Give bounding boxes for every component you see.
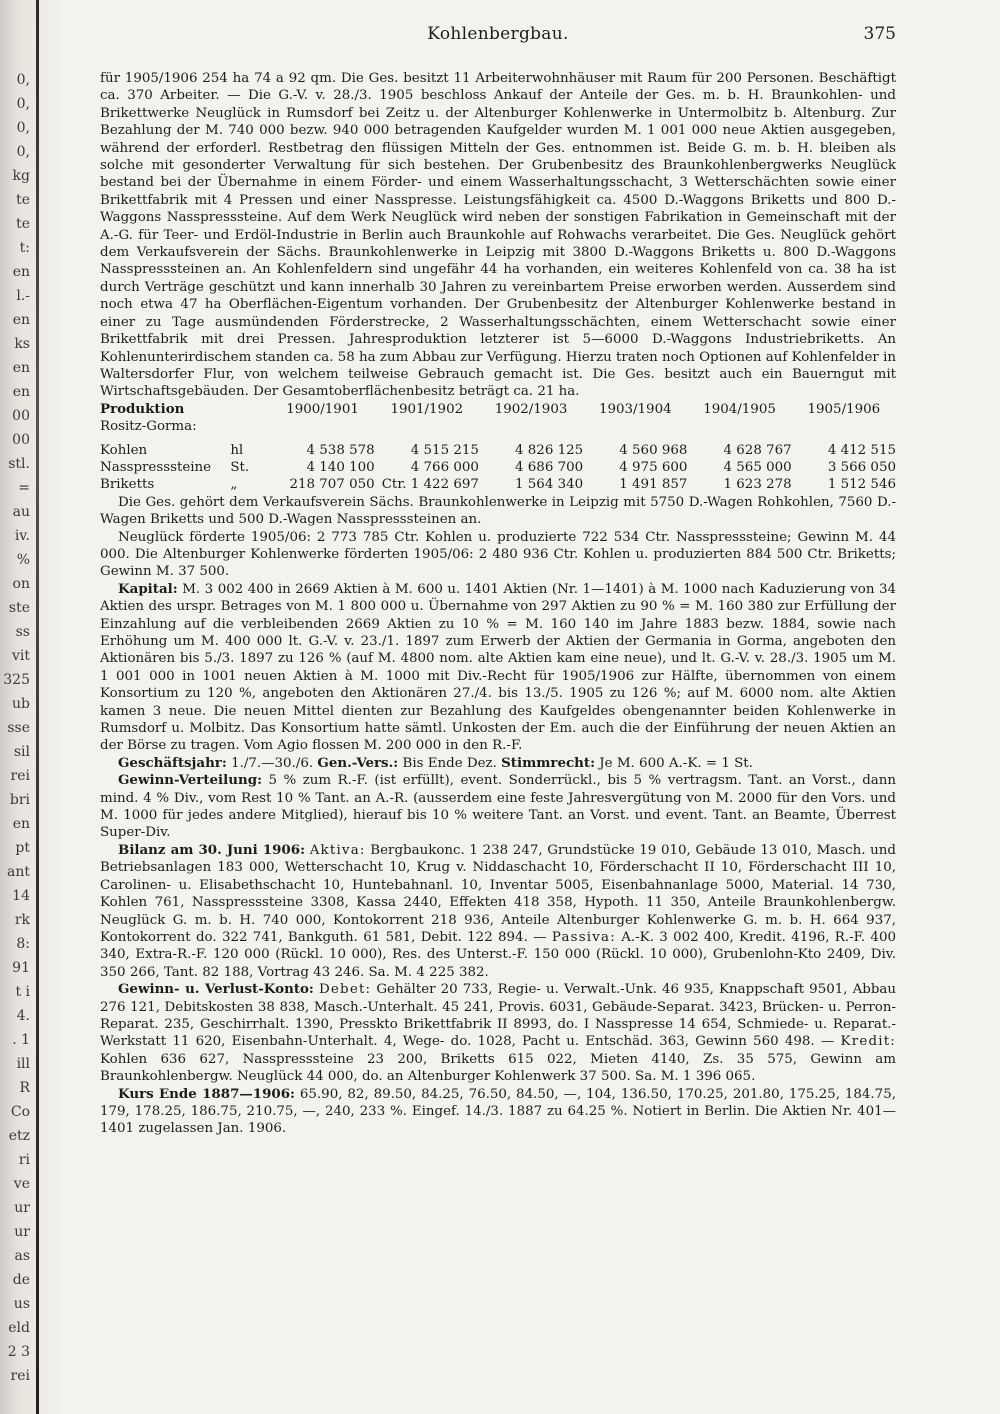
row-label: Kohlen bbox=[100, 442, 148, 458]
gutter-fragment: ve bbox=[13, 1176, 30, 1192]
gutter-fragment: 8: bbox=[16, 936, 30, 952]
production-header-row bbox=[100, 401, 896, 418]
page-number: 375 bbox=[863, 24, 896, 44]
stimmrecht-label: Stimmrecht: bbox=[501, 754, 596, 771]
kapital-paragraph bbox=[100, 581, 896, 755]
year-header: 1900/1901 bbox=[286, 401, 359, 417]
row-unit: St. bbox=[230, 459, 250, 475]
foerderung-paragraph: Neuglück förderte 1905/06: 2 773 785 Ctr. Kohlen u. produzierte 722 534 Ctr. Nasspresssteine; Gewinn M. 44 000. Die Altenburger Kohlenwerke förderten 1905/06: 2 480 936 Ctr. Kohlen u. produzierten 884 500 Ctr. Briketts; Gewinn M. 37 500. bbox=[100, 529, 896, 580]
verkaufsverein-paragraph: Die Ges. gehört dem Verkaufsverein Sächs. Braunkohlenwerke in Leipzig mit 5750 D.-Wagen Rohkohlen, 7560 D.-Wagen Briketts und 500 D.-Wagen Nasspresssteinen an. bbox=[100, 494, 896, 528]
scan-gutter bbox=[0, 0, 64, 1414]
gutter-fragment: stl. bbox=[8, 456, 30, 472]
gutter-fragment: Co bbox=[10, 1104, 30, 1120]
gutter-fragment: as bbox=[14, 1248, 30, 1264]
gutter-fragment: t i bbox=[15, 984, 30, 1000]
year-header: 1904/1905 bbox=[703, 401, 776, 417]
gutter-fragment: eld bbox=[8, 1320, 30, 1336]
gutter-fragment: 91 bbox=[12, 960, 30, 976]
kurs-text: 65.90, 82, 89.50, 84.25, 76.50, 84.50, —, 104, 136.50, 170.25, 201.80, 175.25, 184.75, 179, 178.25, 186.75, 210.75, —, 240, 233 %. Eingef. 14./3. 1887 zu 64.25 %. Notiert in Berlin. Die Aktien Nr. 401—1401 zugelassen Jan. 1906. bbox=[100, 1086, 896, 1137]
table-cell: Ctr. 1 422 697 bbox=[381, 477, 479, 493]
gen-vers-label: Gen.-Vers.: bbox=[317, 754, 399, 771]
row-label: Nasspresssteine bbox=[100, 459, 212, 475]
gutter-fragment: 14 bbox=[12, 888, 30, 904]
production-subheading: Rositz-Gorma: bbox=[100, 419, 197, 435]
gutter-fragment: te bbox=[16, 216, 30, 232]
gutter-fragment: au bbox=[12, 504, 30, 520]
table-cell: 4 565 000 bbox=[723, 459, 792, 475]
gutter-fragment: us bbox=[13, 1296, 30, 1312]
gutter-fragment: etz bbox=[8, 1128, 30, 1144]
guv-paragraph bbox=[100, 981, 896, 1085]
geschaeftsjahr-label: Geschäftsjahr: bbox=[118, 754, 227, 771]
gewinn-verteilung-label: Gewinn-Verteilung: bbox=[118, 772, 263, 789]
kapital-text: M. 3 002 400 in 2669 Aktien à M. 600 u. 1401 Aktien (Nr. 1—1401) à M. 1000 nach Kaduzierung von 34 Aktien des urspr. Betrages von M. 1 800 000 u. Übernahme von 297 Aktien zu 90 % = M. 160 380 zur Erfüllung der Einzahlung auf die verbleibenden 2669 Aktien zu 10 % = M. 160 140 im Jahre 1883 bezw. 1884, sowie nach Erhöhung um M. 400 000 lt. G.-V. v. 23./1. 1897 zum Erwerb der Aktien der Germania in Gorma, angeboten den Aktionären bis 5./3. 1897 zu 126 % (auf M. 4800 nom. alte Aktien kam eine neue), und lt. G.-V. v. 28./3. 1905 um M. 1 001 000 in 1001 neuen Aktien à M. 1000 mit Div.-Recht für 1905/1906 zur Hälfte, übernommen von einem Konsortium zu 120 %, angeboten den Aktionären 27./4. bis 13./5. 1905 zu 126 %; auf M. 6000 nom. alte Aktien kamen 3 neue. Die neuen Mittel dienten zur Bezahlung des Kaufgeldes obengenannter beiden Kohlenwerke in Rumsdorf u. Molbitz. Das Konsortium hatte sämtl. Unkosten der Em. auch die der Einführung der neuen Aktien an der Börse zu tragen. Vom Agio flossen M. 200 000 in den R.-F. bbox=[100, 581, 896, 754]
gutter-fragment: ks bbox=[14, 336, 30, 352]
gen-vers-text: Bis Ende Dez. bbox=[402, 755, 497, 771]
gutter-fragment: = bbox=[18, 480, 30, 496]
gutter-fragment: ss bbox=[15, 624, 30, 640]
gutter-fragment: 325 bbox=[3, 672, 30, 688]
production-table bbox=[100, 401, 896, 494]
gutter-fragment: en bbox=[12, 264, 30, 280]
gutter-fragment: 00 bbox=[12, 432, 30, 448]
debet-label: Debet: bbox=[318, 982, 372, 998]
gutter-fragment: 0, bbox=[16, 96, 30, 112]
bilanz-label: Bilanz am 30. Juni 1906: bbox=[118, 841, 306, 858]
passiva-text: A.-K. 3 002 400, Kredit. 4196, R.-F. 400 340, Extra-R.-F. 120 000 (Rückl. 10 000), Res. des Unterst.-F. 150 000 (Rückl. 10 000), Grubenlohn-Kto 2409, Div. 350 266, Tant. 82 188, Vortrag 43 246. Sa. M. 4 225 382. bbox=[100, 929, 896, 980]
gutter-fragment: 0, bbox=[16, 72, 30, 88]
table-cell: 4 515 215 bbox=[410, 442, 479, 458]
table-cell: 218 707 050 bbox=[289, 477, 375, 493]
gutter-fragment: R bbox=[19, 1080, 30, 1096]
gutter-fragment: kg bbox=[12, 168, 30, 184]
kurs-label: Kurs Ende 1887—1906: bbox=[118, 1085, 295, 1102]
gutter-fragment: de bbox=[12, 1272, 30, 1288]
gutter-fragment: rei bbox=[10, 1368, 30, 1384]
year-header: 1902/1903 bbox=[494, 401, 568, 417]
gutter-fragment: te bbox=[16, 192, 30, 208]
table-cell: 1 623 278 bbox=[723, 477, 792, 493]
gutter-fragment: 00 bbox=[12, 408, 30, 424]
kurs-paragraph bbox=[100, 1086, 896, 1138]
gutter-fragment: iv. bbox=[14, 528, 30, 544]
row-label: Briketts bbox=[100, 477, 155, 493]
gutter-fragment: 0, bbox=[16, 120, 30, 136]
production-row bbox=[100, 459, 896, 476]
production-subheading-row bbox=[100, 418, 896, 435]
binding-shadow bbox=[36, 0, 39, 1414]
aktiva-text: Bergbaukonc. 1 238 247, Grundstücke 19 010, Gebäude 13 010, Masch. und Betriebsanlagen 183 000, Wetterschacht 10, Krug v. Niddaschacht 10, Förderschacht II 10, Förderschacht III 10, Carolinen- u. Elisabethschacht 10, Huntebahnanl. 10, Inventar 5005, Eisenbahnanlage 5000, Material. 14 730, Kohlen 761, Nasspresssteine 3308, Kassa 2440, Effekten 418 358, Hypoth. 11 350, Anteile Braunkohlenbergw. Neuglück G. m. b. H. 740 000, Kontokorrent 218 936, Anteile Altenburger Kohlenwerke G. m. b. H. 664 937, Kontokorrent do. 322 741, Bankguth. 61 581, Debit. 122 894. — bbox=[100, 842, 897, 945]
table-cell: 4 412 515 bbox=[827, 442, 896, 458]
table-cell: 4 826 125 bbox=[515, 442, 584, 458]
year-header: 1903/1904 bbox=[598, 401, 672, 417]
gutter-fragment: ill bbox=[16, 1056, 30, 1072]
gutter-fragment: sil bbox=[13, 744, 30, 760]
kredit-text: Kohlen 636 627, Nasspresssteine 23 200, Briketts 615 022, Mieten 4140, Zs. 35 575, Gewinn am Braunkohlenbergw. Neuglück 44 000, do. an Altenburger Kohlenwerk 37 500. Sa. M. 1 396 065. bbox=[100, 1051, 896, 1085]
gutter-fragment: ur bbox=[14, 1200, 30, 1216]
gutter-fragment: l.- bbox=[16, 288, 30, 304]
gutter-fragment: 2 3 bbox=[7, 1344, 30, 1360]
table-cell: 4 975 600 bbox=[619, 459, 688, 475]
stimmrecht-text: Je M. 600 A.-K. = 1 St. bbox=[599, 755, 753, 771]
gutter-fragment: rk bbox=[14, 912, 30, 928]
page-body bbox=[100, 70, 896, 1138]
gutter-fragment: pt bbox=[15, 840, 30, 856]
table-cell: 4 560 968 bbox=[619, 442, 688, 458]
gutter-fragment: ri bbox=[18, 1152, 30, 1168]
gutter-fragment: t: bbox=[19, 240, 30, 256]
gutter-fragment: ste bbox=[8, 600, 30, 616]
aktiva-label: Aktiva: bbox=[309, 842, 366, 858]
gutter-fragment: en bbox=[12, 384, 30, 400]
gutter-fragment: 0, bbox=[16, 144, 30, 160]
gutter-fragment: ant bbox=[7, 864, 30, 880]
gutter-fragment: ur bbox=[14, 1224, 30, 1240]
kredit-label: Kredit: bbox=[840, 1034, 896, 1050]
gutter-fragment: ub bbox=[12, 696, 30, 712]
gutter-fragment: en bbox=[12, 816, 30, 832]
table-cell: 4 140 100 bbox=[306, 459, 375, 475]
gutter-fragment: rei bbox=[10, 768, 30, 784]
production-heading: Produktion bbox=[100, 400, 185, 417]
gutter-fragment: . 1 bbox=[12, 1032, 30, 1048]
row-unit: „ bbox=[230, 477, 238, 493]
year-header: 1901/1902 bbox=[390, 401, 464, 417]
gutter-fragment: vit bbox=[11, 648, 30, 664]
table-cell: 4 766 000 bbox=[410, 459, 479, 475]
table-cell: 4 538 578 bbox=[306, 442, 375, 458]
guv-label: Gewinn- u. Verlust-Konto: bbox=[118, 981, 314, 998]
intro-paragraph: für 1905/1906 254 ha 74 a 92 qm. Die Ges. besitzt 11 Arbeiterwohnhäuser mit Raum für 200 Personen. Beschäftigt ca. 370 Arbeiter. — Die G.-V. v. 28./3. 1905 beschloss Ankauf der Anteile der Ges. m. b. H. Braunkohlen- und Brikettwerke Neuglück in Rumsdorf bei Zeitz u. der Altenburger Kohlenwerke in Untermolbitz b. Altenburg. Zur Bezahlung der M. 740 000 bezw. 940 000 betragenden Kaufgelder wurden M. 1 001 000 neue Aktien ausgegeben, während der erforderl. Restbetrag den flüssigen Mitteln der Ges. entnommen ist. Beide G. m. b. H. bleiben als solche mit gesonderter Verwaltung für sich bestehen. Der Grubenbesitz des Braunkohlenbergwerks Neuglück bestand bei der Übernahme in einem Förder- und einem Wasserhaltungsschacht, 3 Wetterschächten sowie einer Brikettfabrik mit 4 Pressen und einer Nasspresse. Leistungsfähigkeit ca. 4500 D.-Waggons Briketts und 800 D.-Waggons Nasspresssteine. Auf dem Werk Neuglück wird neben der sonstigen Fabrikation in Gemeinschaft mit der A.-G. für Teer- und Erdöl-Industrie in Berlin auch Braunkohle auf Rohwachs verarbeitet. Die Ges. Neuglück gehört dem Verkaufsverein der Sächs. Braunkohlenwerke in Leipzig mit 3800 D.-Waggons Briketts u. 800 D.-Waggons Nasspresssteinen an. An Kohlenfeldern sind ungefähr 44 ha vorhanden, ein weiteres Kohlenfeld von ca. 38 ha ist durch Verträge geschützt und kann innerhalb 30 Jahren zu vereinbartem Preise erworben werden. Ausserdem sind noch etwa 47 ha Oberflächen-Eigentum vorhanden. Der Grubenbesitz der Altenburger Kohlenwerke bestand in einer zu Tage ausmündenden Förderstrecke, 2 Wasserhaltungsschächten, einem Wetterschacht sowie einer Brikettfabrik mit drei Pressen. Jahresproduktion letzterer ist 5—6000 D.-Waggons Industriebriketts. An Kohlenunterirdischem standen ca. 58 ha zum Abbau zur Verfügung. Hierzu traten noch Optionen auf Kohlenfelder in Waltersdorfer Flur, von welchem teilweise Gebrauch gemacht ist. Die Ges. besitzt auch ein Bauerngut mit Wirtschaftsgebäuden. Der Gesamtoberflächenbesitz beträgt ca. 21 ha. bbox=[100, 71, 896, 400]
table-cell: 1 512 546 bbox=[827, 477, 896, 493]
gewinn-verteilung-text: 5 % zum R.-F. (ist erfüllt), event. Sonderrückl., bis 5 % vertragsm. Tant. an Vorst., dann mind. 4 % Div., vom Rest 10 % Tant. an A.-R. (ausserdem eine feste Jahresvergütung von M. 2000 für den Vors. und M. 1000 für jedes andere Mitglied), hierauf bis 10 % weitere Tant. an Vorst. und event. Tant. an Beamte, Überrest Super-Div. bbox=[100, 773, 896, 841]
passiva-label: Passiva: bbox=[551, 929, 616, 945]
gutter-fragment: sse bbox=[7, 720, 30, 736]
kapital-label: Kapital: bbox=[118, 580, 178, 597]
page-header bbox=[100, 24, 896, 50]
geschaeftsjahr-paragraph bbox=[100, 755, 896, 772]
gutter-fragment: on bbox=[12, 576, 30, 592]
running-head: Kohlenbergbau. bbox=[427, 24, 569, 44]
year-header: 1905/1906 bbox=[807, 401, 881, 417]
bilanz-paragraph bbox=[100, 842, 896, 981]
gutter-fragment: en bbox=[12, 312, 30, 328]
production-row bbox=[100, 442, 896, 459]
geschaeftsjahr-text: 1./7.—30./6. bbox=[231, 755, 314, 771]
production-row bbox=[100, 476, 896, 493]
row-unit: hl bbox=[230, 442, 244, 458]
table-cell: 1 491 857 bbox=[619, 477, 688, 493]
table-cell: 3 566 050 bbox=[827, 459, 896, 475]
gutter-fragment: 4. bbox=[16, 1008, 30, 1024]
debet-text: Gehälter 20 733, Regie- u. Verwalt.-Unk. 46 935, Knappschaft 9501, Abbau 276 121, Debitskosten 38 838, Masch.-Unterhalt. 45 241, Provis. 6031, Gebäude-Separat. 3423, Brücken- u. Perron-Reparat. 235, Geschirrhalt. 1390, Presskto Brikettfabrik II 8993, do. I Nasspresse 14 654, Schmiede- u. Reparat.-Werkstatt 11 620, Eisenbahn-Unterhalt. 4, Wege- do. 1028, Pacht u. Entschäd. 363, Gewinn 560 498. — bbox=[100, 982, 897, 1050]
gutter-fragment: % bbox=[16, 552, 30, 568]
table-cell: 4 686 700 bbox=[515, 459, 584, 475]
gutter-fragment: bri bbox=[9, 792, 30, 808]
table-cell: 1 564 340 bbox=[515, 477, 584, 493]
gutter-fragment: en bbox=[12, 360, 30, 376]
table-cell: 4 628 767 bbox=[723, 442, 792, 458]
gewinn-verteilung-paragraph bbox=[100, 772, 896, 842]
